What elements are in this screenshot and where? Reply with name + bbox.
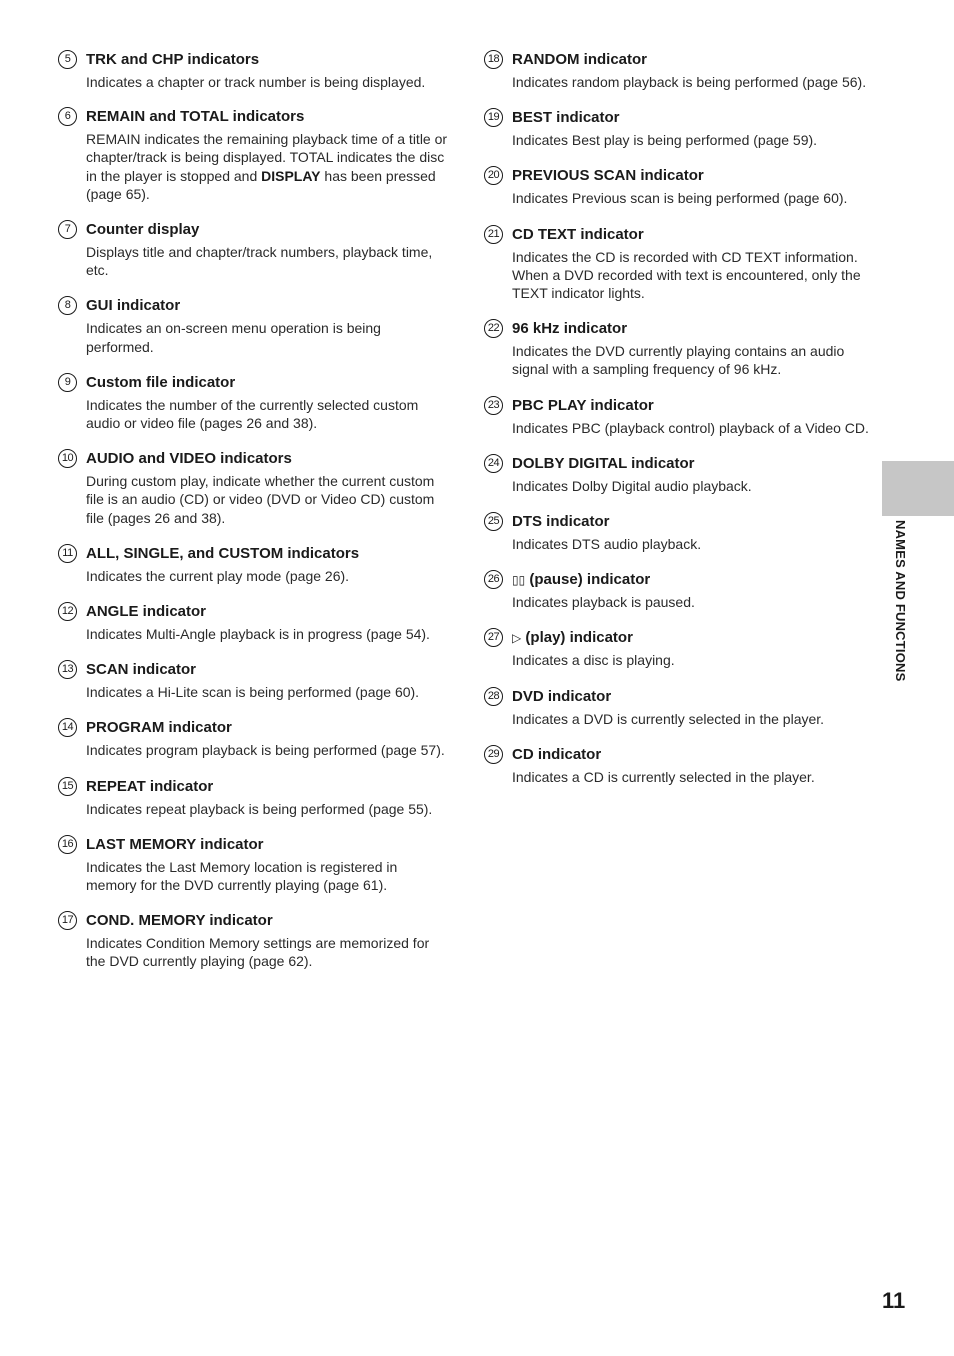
entry-heading: LAST MEMORY indicator (86, 835, 264, 853)
item-number-marker: 11 (58, 544, 77, 563)
pause-icon: ▯▯ (512, 573, 526, 588)
item-number-marker: 21 (484, 225, 503, 244)
item-number-marker: 23 (484, 396, 503, 415)
item-number-marker: 16 (58, 835, 77, 854)
entry-description: Indicates a CD is currently selected in the player. (512, 768, 815, 785)
entry-12 (58, 602, 450, 643)
entry-25 (484, 512, 874, 553)
entry-27 (484, 628, 874, 669)
item-number-marker: 12 (58, 602, 77, 621)
entry-description: Indicates an on-screen menu operation is being performed. (86, 320, 381, 355)
item-number-marker: 28 (484, 687, 503, 706)
entry-description: Indicates program playback is being performed (page 57). (86, 742, 445, 759)
item-number-marker: 17 (58, 911, 77, 930)
entry-description: Indicates a Hi-Lite scan is being performed (page 60). (86, 684, 420, 701)
entry-6 (58, 107, 450, 203)
entry-description: Indicates the DVD currently playing contains an audio signal with a sampling frequency of 96 kHz. (512, 343, 845, 378)
item-number-marker: 14 (58, 718, 77, 737)
entry-28 (484, 687, 874, 728)
entry-description: Indicates random playback is being performed (page 56). (512, 74, 867, 90)
entry-description (86, 130, 450, 203)
entry-heading: RANDOM indicator (512, 51, 647, 68)
entry-description: During custom play, indicate whether the current custom file is an audio (CD) or video (DVD or Video CD) custom file (pages 26 and 38). (86, 473, 435, 526)
entry-heading: 96 kHz indicator (512, 320, 628, 338)
entry-heading: ANGLE indicator (86, 603, 207, 621)
left-column (58, 50, 450, 971)
entry-17 (58, 911, 450, 970)
entry-9 (58, 373, 450, 432)
entry-23 (484, 396, 874, 437)
entry-heading (512, 628, 874, 648)
entry-description: Indicates Best play is being performed (page 59). (512, 132, 818, 149)
entry-description: Indicates Previous scan is being performed (page 60). (512, 190, 848, 207)
entry-description: Indicates Dolby Digital audio playback. (512, 477, 752, 494)
entry-16 (58, 835, 450, 894)
entry-heading: SCAN indicator (86, 661, 197, 679)
entry-15 (58, 777, 450, 818)
entry-heading: REMAIN and TOTAL indicators (86, 108, 305, 126)
entry-description: Indicates PBC (playback control) playback of a Video CD. (512, 419, 869, 436)
entry-heading-text: (pause) indicator (529, 571, 651, 589)
entry-14 (58, 718, 450, 759)
section-label: NAMES AND FUNCTIONS (893, 520, 908, 682)
entry-heading: TRK and CHP indicators (86, 51, 260, 68)
entry-description: Indicates DTS audio playback. (512, 536, 702, 553)
entry-description: Indicates a disc is playing. (512, 652, 675, 669)
display-key-label: DISPLAY (261, 167, 321, 184)
entry-20 (484, 166, 874, 207)
play-icon: ▷ (512, 631, 522, 646)
entry-heading: PREVIOUS SCAN indicator (512, 167, 704, 185)
entry-heading: Custom file indicator (86, 373, 236, 391)
item-number-marker: 27 (484, 628, 503, 647)
item-number-marker: 19 (484, 108, 503, 127)
item-number-marker: 6 (58, 107, 77, 126)
entry-19 (484, 108, 874, 149)
item-number-marker: 13 (58, 660, 77, 679)
entry-heading: DTS indicator (512, 513, 610, 531)
entry-heading: PBC PLAY indicator (512, 396, 654, 414)
entry-description: Indicates Multi-Angle playback is in progress (page 54). (86, 626, 430, 643)
entry-description: Indicates the Last Memory location is registered in memory for the DVD currently playing (page 61). (86, 858, 398, 894)
entry-description: Indicates playback is paused. (512, 594, 695, 611)
section-tab (882, 461, 954, 516)
item-number-marker: 15 (58, 777, 77, 796)
entry-heading: PROGRAM indicator (86, 719, 232, 737)
entry-11 (58, 544, 450, 585)
entry-heading: CD indicator (512, 745, 602, 763)
entry-description: Indicates Condition Memory settings are memorized for the DVD currently playing (page 62). (86, 935, 430, 970)
entry-29 (484, 745, 874, 786)
item-number-marker: 5 (58, 50, 77, 69)
entry-10 (58, 449, 450, 527)
entry-13 (58, 660, 450, 701)
item-number-marker: 25 (484, 512, 503, 531)
entry-24 (484, 454, 874, 495)
entry-description: Indicates a chapter or track number is being displayed. (86, 74, 426, 90)
entry-description: Indicates repeat playback is being performed (page 55). (86, 800, 433, 817)
item-number-marker: 29 (484, 745, 503, 764)
entry-5 (58, 50, 450, 91)
entry-heading: AUDIO and VIDEO indicators (86, 450, 292, 468)
page-number: 11 (882, 1288, 906, 1313)
entry-description: Indicates the current play mode (page 26). (86, 567, 350, 584)
item-number-marker: 9 (58, 373, 77, 392)
entry-heading: GUI indicator (86, 297, 181, 315)
item-number-marker: 26 (484, 570, 503, 589)
entry-8 (58, 296, 450, 355)
right-column (484, 50, 874, 786)
entry-description: Indicates a DVD is currently selected in the player. (512, 710, 825, 727)
item-number-marker: 22 (484, 319, 503, 338)
entry-heading: CD TEXT indicator (512, 225, 644, 243)
entry-description-tail: has been pressed (page 65). (86, 167, 436, 202)
entry-description: Displays title and chapter/track numbers, playback time, etc. (86, 244, 433, 279)
item-number-marker: 18 (484, 50, 503, 69)
entry-26 (484, 570, 874, 611)
item-number-marker: 24 (484, 454, 503, 473)
item-number-marker: 8 (58, 296, 77, 315)
item-number-marker: 20 (484, 166, 503, 185)
entry-heading (512, 570, 874, 590)
entry-22 (484, 319, 874, 378)
entry-heading: BEST indicator (512, 109, 620, 127)
entry-18 (484, 50, 874, 91)
entry-heading: COND. MEMORY indicator (86, 912, 273, 930)
entry-description: Indicates the number of the currently selected custom audio or video file (pages 26 and 38). (86, 396, 419, 432)
item-number-marker: 10 (58, 449, 77, 468)
entry-21 (484, 225, 874, 303)
entry-heading: Counter display (86, 221, 200, 239)
entry-7 (58, 220, 450, 279)
entry-heading-text: (play) indicator (525, 629, 633, 647)
entry-heading: DOLBY DIGITAL indicator (512, 454, 695, 472)
entry-description-text: REMAIN indicates the remaining playback time of a title or chapter/track is being displayed. TOTAL indicates the disc in the player is stopped and (86, 131, 448, 184)
entry-heading: REPEAT indicator (86, 777, 214, 795)
item-number-marker: 7 (58, 220, 77, 239)
entry-heading: ALL, SINGLE, and CUSTOM indicators (86, 544, 360, 562)
entry-heading: DVD indicator (512, 687, 612, 705)
entry-description: Indicates the CD is recorded with CD TEXT information. When a DVD recorded with text is encountered, only the TEXT indicator lights. (512, 248, 861, 302)
